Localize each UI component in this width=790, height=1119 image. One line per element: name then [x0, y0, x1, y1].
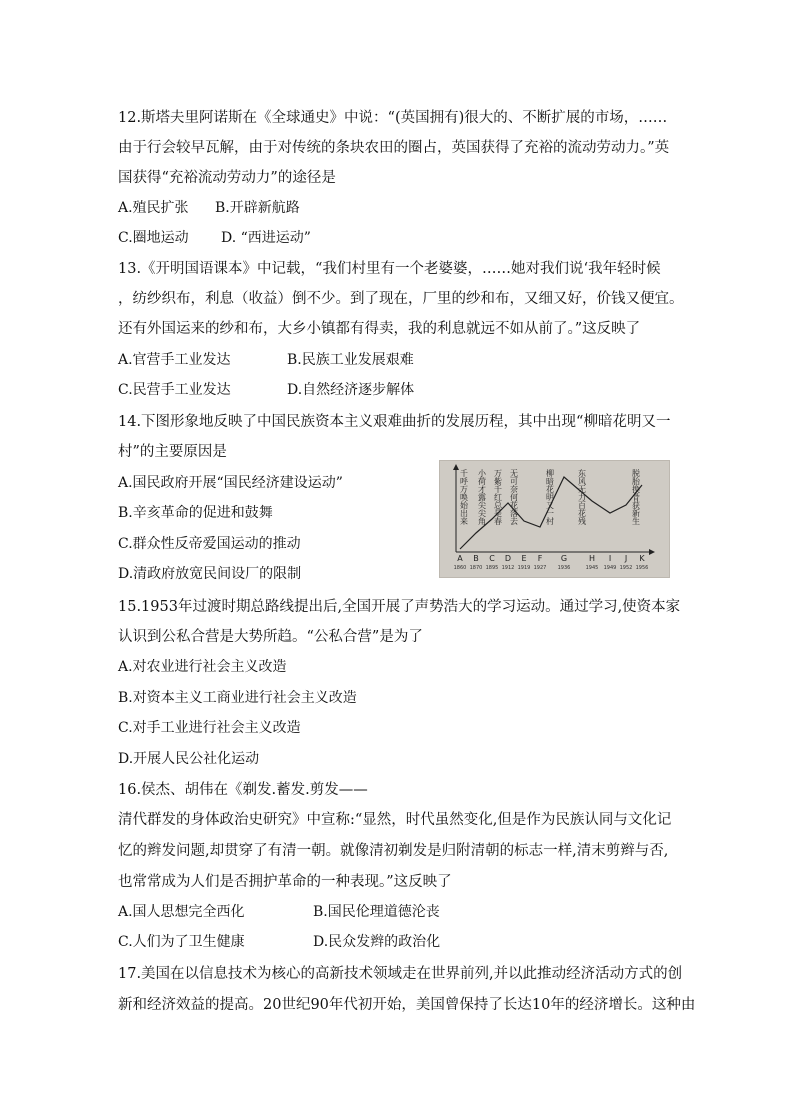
q15-line-1: 15.1953年过渡时期总路线提出后,全国开展了声势浩大的学习运动。通过学习,使资本家 [118, 599, 681, 615]
x-year-1870: 1870 [469, 565, 483, 571]
stage-label-5: 柳暗花明又一村 [545, 469, 555, 525]
q15-line-2: 认识到公私合营是大势所趋。“公私合营”是为了 [118, 629, 423, 645]
q12-option-d: D. “西进运动” [221, 230, 311, 246]
q13-line-1: 13.《开明国语课本》中记载，“我们村里有一个老婆婆，……她对我们说‘我年轻时候 [118, 261, 661, 277]
x-letter-K: K [639, 554, 645, 563]
x-year-1860: 1860 [453, 565, 467, 571]
x-year-1912: 1912 [501, 565, 515, 571]
q12-option-c: C.圈地运动 [118, 230, 189, 246]
q16-line-3: 忆的辫发问题,却贯穿了有清一朝。就像清初剃发是归附清朝的标志一样,清末剪辫与否, [118, 843, 669, 859]
x-year-1927: 1927 [533, 565, 547, 571]
q16-option-a: A.国人思想完全西化 [118, 904, 245, 920]
x-year-1952: 1952 [619, 565, 633, 571]
q12-line-2: 由于行会较早瓦解，由于对传统的条块农田的圈占，英国获得了充裕的流动劳动力。”英 [118, 140, 670, 156]
x-year-1945: 1945 [585, 565, 599, 571]
stage-label-1: 千呼万唤始出来 [459, 469, 469, 525]
q16-option-b: B.国民伦理道德沦丧 [313, 904, 440, 920]
q12-line-3: 国获得“充裕流动劳动力”的途径是 [118, 170, 336, 186]
q13-option-c: C.民营手工业发达 [118, 382, 231, 398]
x-letter-G: G [560, 554, 568, 563]
y-axis-arrow [453, 464, 459, 470]
q14-option-d: D.清政府放宽民间设厂的限制 [118, 566, 302, 582]
q16-option-c: C.人们为了卫生健康 [118, 934, 245, 950]
x-year-1895: 1895 [485, 565, 499, 571]
x-letter-E: E [521, 554, 527, 563]
x-letter-H: H [588, 554, 596, 563]
q16-option-d: D.民众发辫的政治化 [313, 934, 441, 950]
x-letter-B: B [473, 554, 479, 563]
q16-line-4: 也常常成为人们是否拥护革命的一种表现。”这反映了 [118, 874, 452, 890]
q14-option-c: C.群众性反帝爱国运动的推动 [118, 536, 301, 552]
q17-line-2: 新和经济效益的提高。20世纪90年代初开始，美国曾保持了长达10年的经济增长。这种由 [118, 997, 696, 1013]
stage-label-3: 万紫千红总是春 [493, 469, 503, 525]
stage-label-4: 无可奈何花落去 [509, 469, 519, 525]
q13-option-d: D.自然经济逐步解体 [287, 382, 415, 398]
q16-line-2: 清代群发的身体政治史研究》中宣称:“显然，时代虽然变化,但是作为民族认同与文化记 [118, 812, 672, 828]
stage-label-7: 脱胎换骨获新生 [631, 469, 641, 525]
x-letter-I: I [608, 554, 612, 563]
x-year-1919: 1919 [517, 565, 531, 571]
q14-line-2: 村”的主要原因是 [118, 444, 227, 460]
x-letter-F: F [537, 554, 543, 563]
q13-option-b: B.民族工业发展艰难 [287, 352, 414, 368]
q12-option-b: B.开辟新航路 [215, 200, 300, 216]
q16-line-1: 16.侯杰、胡伟在《剃发.蓄发.剪发—— [118, 782, 368, 798]
x-letter-C: C [489, 554, 495, 563]
q15-option-d: D.开展人民公社化运动 [118, 751, 260, 767]
q12-line-1: 12.斯塔夫里阿诺斯在《全球通史》中说：“(英国拥有)很大的、不断扩展的市场，…… [118, 110, 668, 126]
q14-option-b: B.辛亥革命的促进和鼓舞 [118, 505, 273, 521]
q15-option-a: A.对农业进行社会主义改造 [118, 659, 287, 675]
stage-label-2: 小荷才露尖尖角 [477, 469, 487, 525]
q13-line-3: 还有外国运来的纱和布，大乡小镇都有得卖，我的利息就远不如从前了。”这反映了 [118, 321, 641, 337]
q15-option-b: B.对资本主义工商业进行社会主义改造 [118, 690, 357, 706]
q13-option-a: A.官营手工业发达 [118, 352, 231, 368]
x-axis-arrow [649, 549, 655, 555]
q13-line-2: ，纺纱织布，利息（收益）倒不少。到了现在，厂里的纱和布，又细又好，价钱又便宜。 [118, 291, 684, 307]
q12-option-a: A.殖民扩张 [118, 200, 189, 216]
development-chart-figure [439, 460, 670, 578]
x-year-1949: 1949 [603, 565, 617, 571]
x-letter-D: D [504, 554, 512, 563]
q14-line-1: 14.下图形象地反映了中国民族资本主义艰难曲折的发展历程，其中出现“柳暗花明又一 [118, 414, 671, 430]
stage-label-6: 东风无力百花残 [577, 469, 587, 525]
q15-option-c: C.对手工业进行社会主义改造 [118, 720, 301, 736]
development-chart-svg [440, 461, 669, 577]
x-year-1956: 1956 [635, 565, 649, 571]
x-letter-A: A [457, 554, 463, 563]
x-year-1936: 1936 [557, 565, 571, 571]
q14-option-a: A.国民政府开展“国民经济建设运动” [118, 475, 343, 491]
x-letter-J: J [624, 554, 628, 563]
q17-line-1: 17.美国在以信息技术为核心的高新技术领域走在世界前列,并以此推动经济活动方式的创 [118, 966, 683, 982]
